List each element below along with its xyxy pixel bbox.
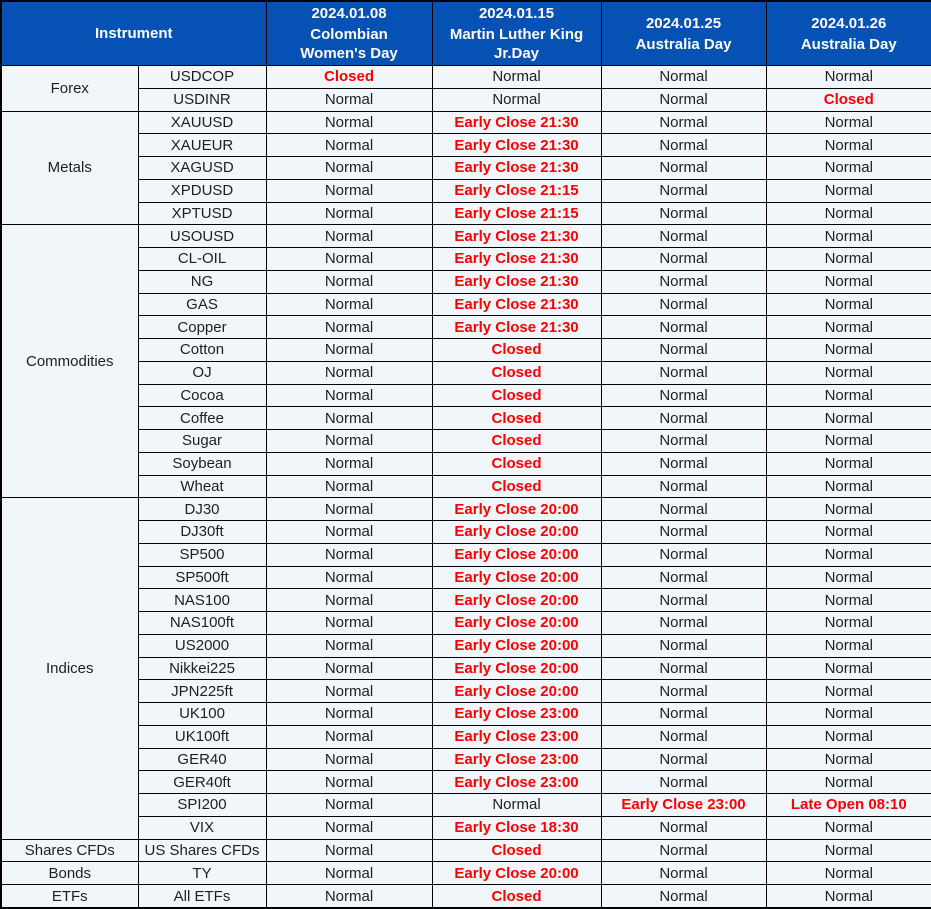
- status-cell: Normal: [601, 725, 766, 748]
- instrument-cell: NAS100ft: [138, 612, 266, 635]
- table-row: [1, 794, 931, 817]
- table-row: [1, 270, 931, 293]
- instrument-cell: GER40ft: [138, 771, 266, 794]
- status-cell: Normal: [266, 657, 432, 680]
- status-cell: Normal: [266, 475, 432, 498]
- instrument-cell: US Shares CFDs: [138, 839, 266, 862]
- instrument-cell: SP500ft: [138, 566, 266, 589]
- status-cell: Normal: [766, 839, 931, 862]
- instrument-cell: USDCOP: [138, 66, 266, 89]
- status-cell: Normal: [601, 452, 766, 475]
- instrument-cell: GER40: [138, 748, 266, 771]
- table-row: [1, 680, 931, 703]
- status-cell: Normal: [601, 566, 766, 589]
- status-cell: Early Close 20:00: [432, 543, 601, 566]
- status-cell: Early Close 21:30: [432, 134, 601, 157]
- status-cell: Normal: [766, 225, 931, 248]
- status-cell: Normal: [766, 543, 931, 566]
- status-cell: Normal: [766, 293, 931, 316]
- instrument-cell: TY: [138, 862, 266, 885]
- status-cell: Normal: [601, 134, 766, 157]
- instrument-cell: UK100: [138, 703, 266, 726]
- status-cell: Normal: [266, 794, 432, 817]
- table-row: [1, 839, 931, 862]
- status-cell: Normal: [601, 88, 766, 111]
- status-cell: Normal: [766, 157, 931, 180]
- category-cell-etfs: ETFs: [1, 885, 138, 909]
- table-row: [1, 88, 931, 111]
- status-cell: Normal: [601, 202, 766, 225]
- instrument-cell: JPN225ft: [138, 680, 266, 703]
- status-cell: Normal: [601, 361, 766, 384]
- header-date-text: 2024.01.25: [645, 14, 722, 32]
- status-cell: Normal: [601, 225, 766, 248]
- status-cell: Normal: [266, 430, 432, 453]
- table-row: [1, 862, 931, 885]
- status-cell: Normal: [266, 202, 432, 225]
- status-cell: Normal: [766, 771, 931, 794]
- table-row: [1, 771, 931, 794]
- status-cell: Normal: [601, 862, 766, 885]
- status-cell: Normal: [266, 816, 432, 839]
- status-cell: Normal: [266, 384, 432, 407]
- header-holiday-text: Australia Day: [635, 35, 732, 53]
- status-cell: Early Close 20:00: [432, 657, 601, 680]
- table-row: [1, 225, 931, 248]
- status-cell: Normal: [266, 225, 432, 248]
- status-cell: Normal: [766, 566, 931, 589]
- status-cell: Normal: [266, 407, 432, 430]
- status-cell: Normal: [601, 407, 766, 430]
- status-cell: Normal: [266, 452, 432, 475]
- table-row: [1, 66, 931, 89]
- status-cell: Normal: [766, 270, 931, 293]
- status-cell: Normal: [601, 157, 766, 180]
- category-cell-bonds: Bonds: [1, 862, 138, 885]
- header-date-text: 2024.01.08: [311, 5, 387, 22]
- instrument-cell: Wheat: [138, 475, 266, 498]
- status-cell: Normal: [601, 248, 766, 271]
- instrument-cell: GAS: [138, 293, 266, 316]
- category-cell-commodities: Commodities: [1, 225, 138, 498]
- table-row: [1, 407, 931, 430]
- table-row: [1, 134, 931, 157]
- status-cell: Normal: [266, 634, 432, 657]
- status-cell: Normal: [601, 316, 766, 339]
- header-row: [1, 1, 931, 66]
- status-cell: Early Close 21:15: [432, 202, 601, 225]
- status-cell: Early Close 20:00: [432, 862, 601, 885]
- instrument-cell: XPTUSD: [138, 202, 266, 225]
- column-header-date-1: [432, 1, 601, 66]
- table-row: [1, 179, 931, 202]
- status-cell: Normal: [266, 316, 432, 339]
- status-cell: Normal: [766, 202, 931, 225]
- table-row: [1, 452, 931, 475]
- table-row: [1, 725, 931, 748]
- table-row: [1, 316, 931, 339]
- status-cell: Early Close 21:30: [432, 293, 601, 316]
- header-holiday-text: Martin Luther King Jr.Day: [449, 26, 584, 62]
- status-cell: Normal: [266, 88, 432, 111]
- status-cell: Normal: [766, 475, 931, 498]
- table-row: [1, 589, 931, 612]
- instrument-cell: Sugar: [138, 430, 266, 453]
- table-row: [1, 543, 931, 566]
- status-cell: Normal: [266, 862, 432, 885]
- table-row: [1, 703, 931, 726]
- status-cell: Normal: [601, 384, 766, 407]
- status-cell: Early Close 20:00: [432, 566, 601, 589]
- status-cell: Normal: [766, 316, 931, 339]
- status-cell: Normal: [766, 680, 931, 703]
- status-cell: Early Close 23:00: [601, 794, 766, 817]
- status-cell: Normal: [766, 862, 931, 885]
- instrument-cell: Copper: [138, 316, 266, 339]
- status-cell: Normal: [432, 794, 601, 817]
- status-cell: Early Close 23:00: [432, 703, 601, 726]
- status-cell: Closed: [266, 66, 432, 89]
- instrument-cell: XAGUSD: [138, 157, 266, 180]
- status-cell: Early Close 21:30: [432, 225, 601, 248]
- status-cell: Normal: [601, 885, 766, 909]
- status-cell: Normal: [766, 384, 931, 407]
- column-header-instrument: Instrument: [1, 1, 266, 66]
- status-cell: Normal: [766, 452, 931, 475]
- instrument-cell: OJ: [138, 361, 266, 384]
- status-cell: Normal: [266, 179, 432, 202]
- table-row: [1, 566, 931, 589]
- instrument-cell: Soybean: [138, 452, 266, 475]
- instrument-cell: SPI200: [138, 794, 266, 817]
- table-row: [1, 475, 931, 498]
- table-row: [1, 202, 931, 225]
- status-cell: Normal: [601, 703, 766, 726]
- status-cell: Normal: [601, 111, 766, 134]
- table-row: [1, 384, 931, 407]
- header-date-text: 2024.01.15: [478, 5, 555, 22]
- status-cell: Normal: [266, 248, 432, 271]
- instrument-cell: Cocoa: [138, 384, 266, 407]
- table-row: [1, 339, 931, 362]
- category-cell-forex: Forex: [1, 66, 138, 112]
- status-cell: Normal: [601, 589, 766, 612]
- instrument-cell: XPDUSD: [138, 179, 266, 202]
- status-cell: Normal: [766, 430, 931, 453]
- status-cell: Normal: [766, 498, 931, 521]
- status-cell: Normal: [766, 885, 931, 909]
- status-cell: Normal: [601, 179, 766, 202]
- status-cell: Closed: [432, 430, 601, 453]
- category-cell-metals: Metals: [1, 111, 138, 225]
- status-cell: Normal: [266, 111, 432, 134]
- status-cell: Normal: [766, 703, 931, 726]
- status-cell: Early Close 20:00: [432, 498, 601, 521]
- status-cell: Normal: [601, 816, 766, 839]
- table-row: [1, 430, 931, 453]
- status-cell: Normal: [266, 339, 432, 362]
- table-row: [1, 498, 931, 521]
- status-cell: Normal: [266, 543, 432, 566]
- status-cell: Closed: [432, 839, 601, 862]
- status-cell: Normal: [766, 725, 931, 748]
- status-cell: Normal: [766, 521, 931, 544]
- status-cell: Normal: [766, 748, 931, 771]
- category-cell-indices: Indices: [1, 498, 138, 839]
- status-cell: Normal: [766, 816, 931, 839]
- instrument-cell: USDINR: [138, 88, 266, 111]
- status-cell: Normal: [766, 589, 931, 612]
- status-cell: Early Close 18:30: [432, 816, 601, 839]
- status-cell: Normal: [601, 270, 766, 293]
- table-row: [1, 634, 931, 657]
- instrument-cell: Nikkei225: [138, 657, 266, 680]
- status-cell: Early Close 20:00: [432, 634, 601, 657]
- status-cell: Early Close 23:00: [432, 725, 601, 748]
- status-cell: Normal: [766, 634, 931, 657]
- instrument-cell: US2000: [138, 634, 266, 657]
- status-cell: Normal: [766, 361, 931, 384]
- status-cell: Normal: [266, 361, 432, 384]
- status-cell: Normal: [266, 134, 432, 157]
- status-cell: Normal: [766, 339, 931, 362]
- column-header-date-0: [266, 1, 432, 66]
- column-header-date-3: [766, 1, 931, 66]
- status-cell: Normal: [266, 612, 432, 635]
- status-cell: Normal: [266, 293, 432, 316]
- instrument-cell: CL-OIL: [138, 248, 266, 271]
- status-cell: Early Close 23:00: [432, 748, 601, 771]
- table-row: [1, 521, 931, 544]
- status-cell: Normal: [432, 88, 601, 111]
- table-row: [1, 748, 931, 771]
- instrument-cell: UK100ft: [138, 725, 266, 748]
- status-cell: Normal: [601, 339, 766, 362]
- status-cell: Normal: [601, 498, 766, 521]
- header-holiday-text: Colombian Women's Day: [300, 26, 398, 62]
- status-cell: Normal: [266, 270, 432, 293]
- status-cell: Closed: [432, 452, 601, 475]
- table-row: [1, 657, 931, 680]
- instrument-cell: NAS100: [138, 589, 266, 612]
- status-cell: Normal: [601, 612, 766, 635]
- status-cell: Normal: [601, 634, 766, 657]
- status-cell: Normal: [266, 771, 432, 794]
- status-cell: Normal: [601, 66, 766, 89]
- status-cell: Early Close 23:00: [432, 771, 601, 794]
- status-cell: Normal: [766, 657, 931, 680]
- table-row: [1, 612, 931, 635]
- status-cell: Normal: [266, 521, 432, 544]
- table-row: [1, 361, 931, 384]
- instrument-cell: XAUEUR: [138, 134, 266, 157]
- table-header: [1, 1, 931, 66]
- status-cell: Closed: [432, 407, 601, 430]
- status-cell: Normal: [266, 748, 432, 771]
- status-cell: Normal: [266, 157, 432, 180]
- table-row: [1, 885, 931, 909]
- table-body: [1, 66, 931, 909]
- status-cell: Normal: [601, 475, 766, 498]
- table-row: [1, 293, 931, 316]
- status-cell: Normal: [266, 725, 432, 748]
- status-cell: Normal: [432, 66, 601, 89]
- instrument-cell: VIX: [138, 816, 266, 839]
- status-cell: Normal: [601, 430, 766, 453]
- status-cell: Closed: [766, 88, 931, 111]
- status-cell: Normal: [766, 612, 931, 635]
- instrument-cell: Coffee: [138, 407, 266, 430]
- status-cell: Early Close 20:00: [432, 612, 601, 635]
- status-cell: Late Open 08:10: [766, 794, 931, 817]
- category-cell-shares-cfds: Shares CFDs: [1, 839, 138, 862]
- status-cell: Normal: [266, 703, 432, 726]
- status-cell: Normal: [266, 885, 432, 909]
- status-cell: Normal: [266, 566, 432, 589]
- status-cell: Early Close 20:00: [432, 521, 601, 544]
- status-cell: Early Close 21:30: [432, 270, 601, 293]
- table-row: [1, 157, 931, 180]
- status-cell: Normal: [601, 680, 766, 703]
- status-cell: Early Close 20:00: [432, 589, 601, 612]
- status-cell: Early Close 21:30: [432, 248, 601, 271]
- status-cell: Normal: [601, 521, 766, 544]
- status-cell: Normal: [601, 657, 766, 680]
- status-cell: Early Close 21:30: [432, 157, 601, 180]
- status-cell: Normal: [601, 543, 766, 566]
- instrument-cell: DJ30ft: [138, 521, 266, 544]
- column-header-date-2: [601, 1, 766, 66]
- status-cell: Normal: [266, 589, 432, 612]
- status-cell: Early Close 21:30: [432, 316, 601, 339]
- status-cell: Early Close 20:00: [432, 680, 601, 703]
- instrument-cell: All ETFs: [138, 885, 266, 909]
- status-cell: Closed: [432, 384, 601, 407]
- status-cell: Closed: [432, 339, 601, 362]
- status-cell: Normal: [766, 179, 931, 202]
- table-row: [1, 111, 931, 134]
- status-cell: Closed: [432, 475, 601, 498]
- status-cell: Normal: [266, 680, 432, 703]
- status-cell: Early Close 21:30: [432, 111, 601, 134]
- instrument-cell: NG: [138, 270, 266, 293]
- status-cell: Normal: [601, 839, 766, 862]
- status-cell: Normal: [766, 111, 931, 134]
- status-cell: Normal: [766, 248, 931, 271]
- table-row: [1, 248, 931, 271]
- status-cell: Early Close 21:15: [432, 179, 601, 202]
- status-cell: Closed: [432, 885, 601, 909]
- status-cell: Normal: [266, 498, 432, 521]
- status-cell: Normal: [601, 293, 766, 316]
- header-date-text: 2024.01.26: [811, 14, 887, 32]
- status-cell: Normal: [766, 134, 931, 157]
- status-cell: Closed: [432, 361, 601, 384]
- instrument-cell: SP500: [138, 543, 266, 566]
- instrument-cell: XAUUSD: [138, 111, 266, 134]
- status-cell: Normal: [766, 66, 931, 89]
- header-holiday-text: Australia Day: [800, 35, 897, 53]
- table-row: [1, 816, 931, 839]
- instrument-cell: USOUSD: [138, 225, 266, 248]
- status-cell: Normal: [601, 771, 766, 794]
- status-cell: Normal: [766, 407, 931, 430]
- status-cell: Normal: [266, 839, 432, 862]
- instrument-cell: Cotton: [138, 339, 266, 362]
- instrument-cell: DJ30: [138, 498, 266, 521]
- status-cell: Normal: [601, 748, 766, 771]
